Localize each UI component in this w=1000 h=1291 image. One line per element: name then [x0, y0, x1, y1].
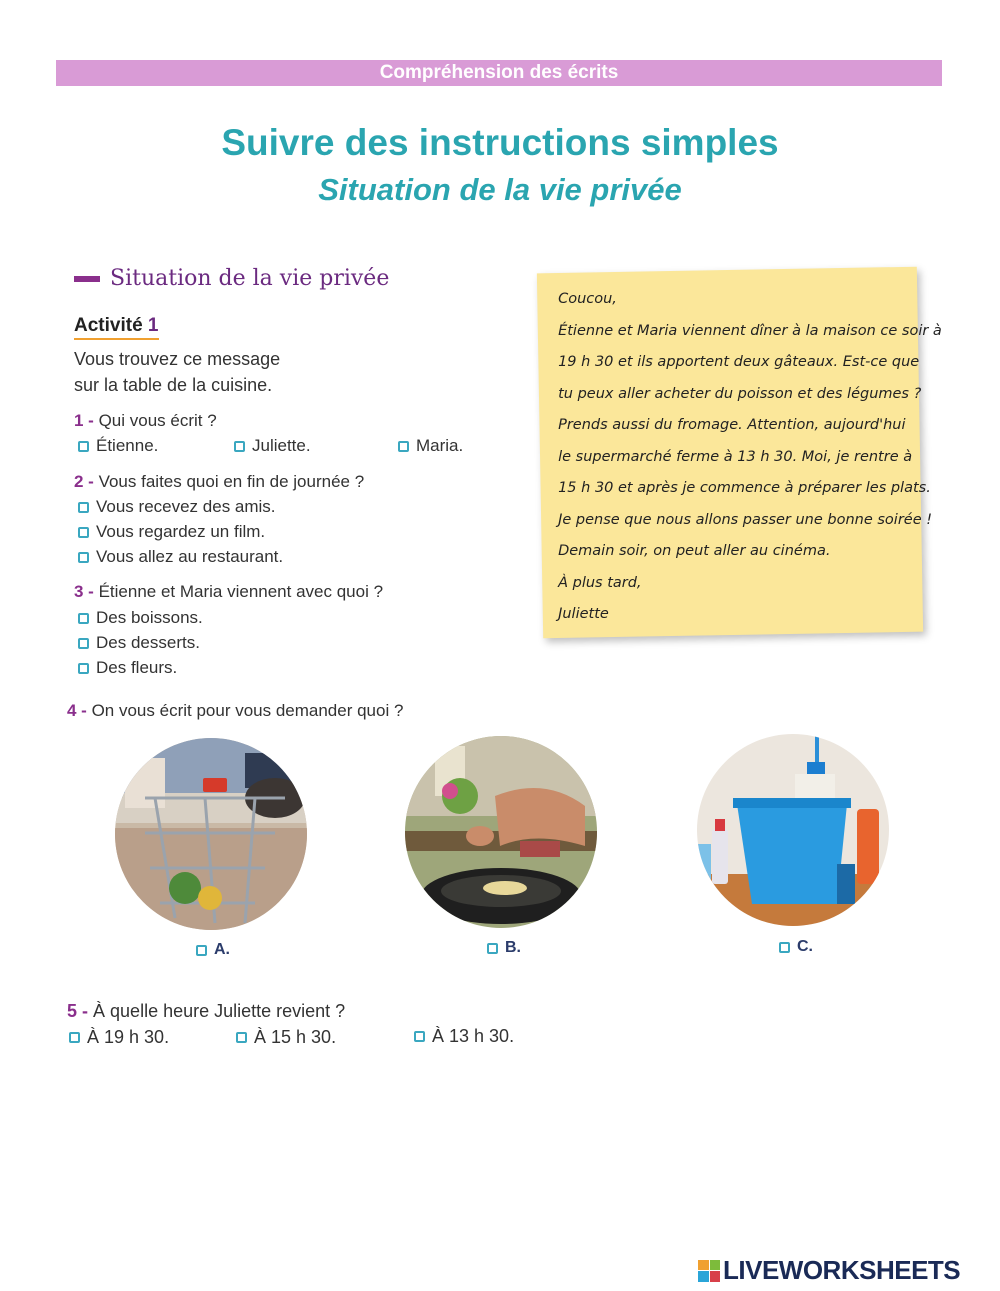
note-line: Coucou,: [558, 290, 617, 307]
question-2: [74, 472, 364, 492]
question-text: Vous faites quoi en fin de journée ?: [98, 472, 365, 491]
q5-option-a[interactable]: [69, 1027, 169, 1048]
q2-option-b[interactable]: [78, 522, 265, 542]
question-3: [74, 582, 383, 602]
question-text: On vous écrit pour vous demander quoi ?: [91, 701, 404, 720]
q1-option-c[interactable]: [398, 436, 463, 456]
activity-intro: [74, 346, 280, 398]
checkbox[interactable]: [414, 1031, 425, 1042]
question-number: 5 -: [67, 1001, 89, 1021]
option-label: Maria.: [416, 436, 464, 455]
q5-option-b[interactable]: [236, 1027, 336, 1048]
q1-option-b[interactable]: [234, 436, 311, 456]
intro-line: sur la table de la cuisine.: [74, 375, 273, 395]
checkbox[interactable]: [487, 943, 498, 954]
question-number: 2 -: [74, 472, 94, 491]
option-label: Vous allez au restaurant.: [96, 547, 284, 566]
q3-option-a[interactable]: [78, 608, 203, 628]
option-label: C.: [797, 938, 813, 955]
q2-option-c[interactable]: [78, 547, 283, 567]
question-text: À quelle heure Juliette revient ?: [93, 1001, 346, 1021]
option-label: Des fleurs.: [96, 658, 178, 677]
option-label: À 13 h 30.: [432, 1026, 515, 1046]
question-text: Étienne et Maria viennent avec quoi ?: [98, 582, 384, 601]
note-line: À plus tard,: [558, 574, 642, 591]
checkbox[interactable]: [236, 1032, 247, 1043]
note-line: 19 h 30 et ils apportent deux gâteaux. Est-ce que: [558, 353, 920, 370]
activity-word: Activité: [74, 315, 143, 336]
q5-option-c[interactable]: [414, 1026, 514, 1047]
option-label: Vous recevez des amis.: [96, 497, 276, 516]
note-text: [558, 284, 942, 631]
checkbox[interactable]: [78, 527, 89, 538]
note-line: tu peux aller acheter du poisson et des légumes ?: [558, 385, 922, 402]
question-number: 4 -: [67, 701, 87, 720]
q3-option-c[interactable]: [78, 658, 177, 678]
checkbox[interactable]: [78, 552, 89, 563]
shopping-cart-photo: [115, 738, 307, 930]
checkbox[interactable]: [779, 942, 790, 953]
option-label: Étienne.: [96, 436, 159, 455]
question-number: 1 -: [74, 411, 94, 430]
page-title: Suivre des instructions simples: [221, 122, 779, 163]
sticky-note: [537, 267, 942, 639]
option-label: Des desserts.: [96, 633, 200, 652]
checkbox[interactable]: [234, 441, 245, 452]
intro-line: Vous trouvez ce message: [74, 349, 281, 369]
heading-bar: [74, 276, 100, 282]
checkbox[interactable]: [69, 1032, 80, 1043]
q1-option-a[interactable]: [78, 436, 158, 456]
checkbox[interactable]: [78, 441, 89, 452]
logo-text: LIVEWORKSHEETS: [723, 1255, 961, 1285]
option-label: Vous regardez un film.: [96, 522, 266, 541]
note-line: Je pense que nous allons passer une bonne soirée !: [558, 511, 933, 528]
activity-number: 1: [147, 315, 159, 336]
question-number: 3 -: [74, 582, 94, 601]
cooking-icon: [405, 736, 597, 928]
question-text: Qui vous écrit ?: [98, 411, 217, 430]
checkbox[interactable]: [78, 663, 89, 674]
note-line: Juliette: [558, 605, 609, 622]
note-line: Étienne et Maria viennent dîner à la maison ce soir à: [558, 322, 942, 339]
activity-title: [74, 315, 159, 340]
note-line: Prends aussi du fromage. Attention, aujourd'hui: [558, 416, 906, 433]
liveworksheets-logo: [698, 1255, 960, 1286]
checkbox[interactable]: [78, 638, 89, 649]
mop-bucket-photo: [697, 734, 889, 926]
image-c-option[interactable]: [779, 938, 813, 956]
mop-bucket-icon: [697, 734, 889, 926]
option-label: Des boissons.: [96, 608, 203, 627]
option-label: À 19 h 30.: [87, 1027, 170, 1047]
q2-option-a[interactable]: [78, 497, 276, 517]
section-heading-text: Situation de la vie privée: [110, 266, 390, 291]
section-banner: Compréhension des écrits: [56, 60, 942, 86]
checkbox[interactable]: [196, 945, 207, 956]
image-a-option[interactable]: [196, 941, 230, 959]
logo-mark-icon: [698, 1260, 720, 1282]
note-line: le supermarché ferme à 13 h 30. Moi, je rentre à: [558, 448, 913, 465]
option-label: Juliette.: [252, 436, 311, 455]
q3-option-b[interactable]: [78, 633, 200, 653]
cooking-photo: [405, 736, 597, 928]
shopping-cart-icon: [115, 738, 307, 930]
page-subtitle: Situation de la vie privée: [318, 172, 682, 207]
option-label: B.: [505, 939, 521, 956]
checkbox[interactable]: [78, 502, 89, 513]
option-label: À 15 h 30.: [254, 1027, 337, 1047]
question-4: [67, 701, 403, 721]
note-line: 15 h 30 et après je commence à préparer les plats.: [558, 479, 931, 496]
note-line: Demain soir, on peut aller au cinéma.: [558, 542, 831, 559]
section-heading: [74, 266, 389, 291]
checkbox[interactable]: [78, 613, 89, 624]
question-5: [67, 1001, 345, 1022]
question-1: [74, 411, 217, 431]
checkbox[interactable]: [398, 441, 409, 452]
image-b-option[interactable]: [487, 939, 521, 957]
option-label: A.: [214, 941, 230, 958]
